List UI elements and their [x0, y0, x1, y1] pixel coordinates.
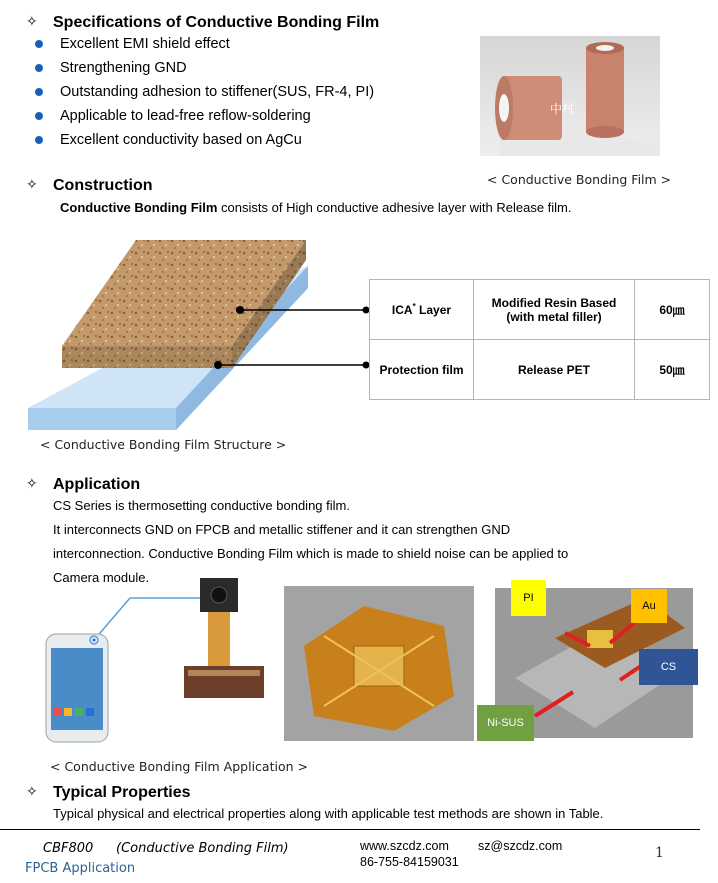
footer-model: CBF800: [43, 841, 94, 856]
au-label: Au: [631, 589, 667, 623]
spec-bullet-item: Outstanding adhesion to stiffener(SUS, FR-4, PI): [60, 84, 375, 100]
typical-title: Typical Properties: [53, 784, 191, 801]
section-diamond-icon: ✧: [26, 176, 38, 192]
application-caption: < Conductive Bonding Film Application >: [50, 759, 308, 774]
film-photo-caption: < Conductive Bonding Film >: [487, 172, 672, 187]
pi-label: PI: [511, 580, 546, 616]
application-title: Application: [53, 476, 141, 493]
application-line: CS Series is thermosetting conductive bonding film.: [53, 498, 350, 513]
footer-category: FPCB Application: [25, 861, 136, 876]
thickness-cell: 50㎛: [635, 340, 710, 400]
phone-camera-illustration: [40, 578, 280, 746]
fpcb-photo: [284, 586, 474, 741]
material-cell: Release PET: [474, 340, 635, 400]
material-cell: Modified Resin Based (with metal filler): [474, 280, 635, 340]
construction-desc-bold: Conductive Bonding Film: [60, 200, 218, 215]
spec-bullet-item: Applicable to lead-free reflow-soldering: [60, 108, 311, 124]
thickness-cell: 60㎛: [635, 280, 710, 340]
page-number: 1: [655, 845, 664, 861]
bullet-icon: [35, 88, 43, 96]
spec-title: Specifications of Conductive Bonding Film: [53, 14, 380, 31]
footer-email: sz@szcdz.com: [478, 839, 563, 853]
structure-caption: < Conductive Bonding Film Structure >: [40, 437, 287, 452]
section-diamond-icon: ✧: [26, 13, 38, 29]
footer-model-name: (Conductive Bonding Film): [116, 841, 289, 856]
typical-description: Typical physical and electrical properties along with applicable test methods are shown in Table.: [53, 806, 604, 821]
section-diamond-icon: ✧: [26, 475, 38, 491]
construction-description: [60, 200, 572, 215]
construction-title: Construction: [53, 177, 153, 194]
application-line: Camera module.: [53, 570, 150, 585]
spec-bullet-item: Excellent EMI shield effect: [60, 36, 230, 52]
table-row: [370, 340, 710, 400]
film-structure-diagram: [26, 238, 376, 433]
construction-desc-rest: consists of High conductive adhesive layer with Release film.: [217, 200, 572, 215]
application-line: It interconnects GND on FPCB and metallic stiffener and it can strengthen GND: [53, 522, 511, 537]
bullet-icon: [35, 136, 43, 144]
table-row: [370, 280, 710, 340]
spec-bullet-item: Strengthening GND: [60, 60, 187, 76]
photo-watermark: 中村: [550, 102, 575, 116]
footer-phone: 86-755-84159031: [360, 855, 459, 869]
film-roll-photo: [480, 36, 660, 156]
layer-cell: ICA* Layer: [370, 280, 474, 340]
footer-website: www.szcdz.com: [360, 839, 449, 853]
section-diamond-icon: ✧: [26, 783, 38, 799]
nisus-label: Ni-SUS: [477, 705, 534, 741]
bullet-icon: [35, 112, 43, 120]
spec-bullet-item: Excellent conductivity based on AgCu: [60, 132, 302, 148]
bullet-icon: [35, 64, 43, 72]
bullet-icon: [35, 40, 43, 48]
construction-table: [369, 279, 710, 400]
application-line: interconnection. Conductive Bonding Film which is made to shield noise can be applied to: [53, 546, 569, 561]
cs-label: CS: [639, 649, 698, 685]
footer-divider: [0, 829, 700, 830]
layer-cell: Protection film: [370, 340, 474, 400]
